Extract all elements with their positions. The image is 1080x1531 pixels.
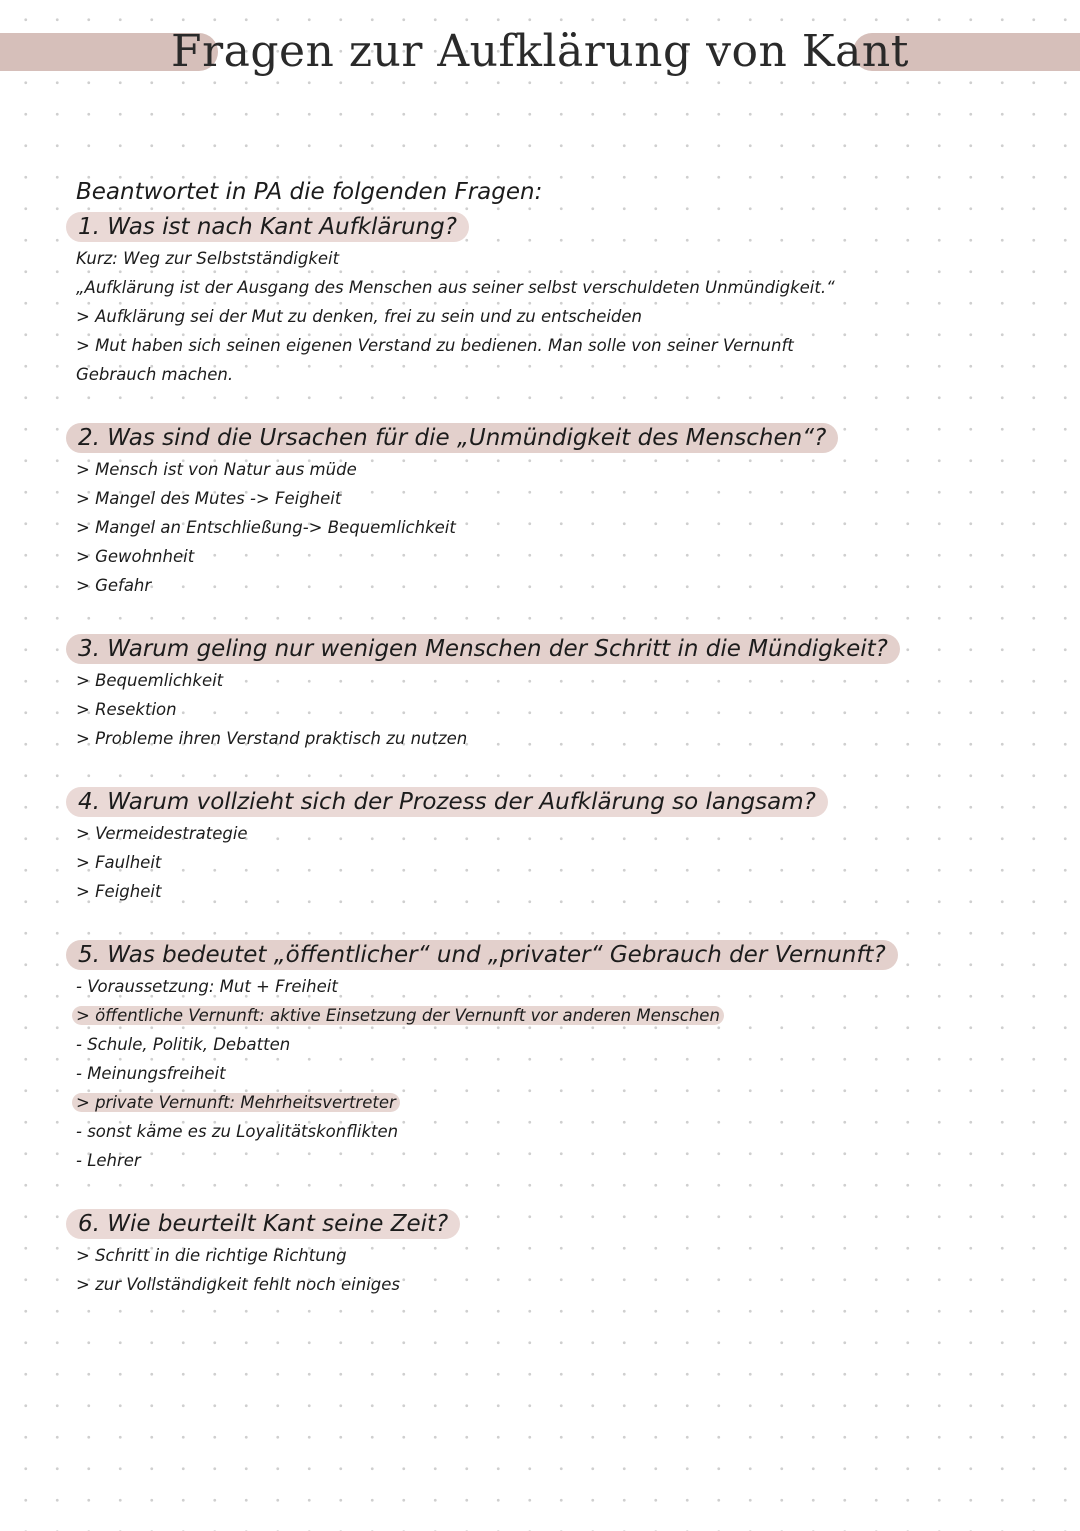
question-4: [76, 787, 1036, 906]
page-title: Fragen zur Aufklärung von Kant: [171, 26, 909, 77]
answer-line: > Faulheit: [76, 853, 162, 872]
answer-line: > Gewohnheit: [76, 547, 195, 566]
answer-line: - Schule, Politik, Debatten: [76, 1035, 291, 1054]
question-5-title: 5. Was bedeutet „öffentlicher“ und „privater“ Gebrauch der Vernunft?: [66, 940, 898, 970]
answer-line: > Aufklärung sei der Mut zu denken, frei zu sein und zu entscheiden: [76, 307, 643, 326]
question-2: [76, 423, 1036, 600]
answer-line: - Voraussetzung: Mut + Freiheit: [76, 977, 338, 996]
answer-line: Kurz: Weg zur Selbstständigkeit: [76, 249, 340, 268]
answer-line: > Resektion: [76, 700, 177, 719]
answer-line: „Aufklärung ist der Ausgang des Menschen aus seiner selbst verschuldeten Unmündigkeit.“: [76, 278, 835, 297]
answer-line: > Mangel an Entschließung-> Bequemlichkeit: [76, 518, 456, 537]
worksheet-content: [76, 176, 1036, 1333]
question-6-title: 6. Wie beurteilt Kant seine Zeit?: [66, 1209, 460, 1239]
answer-line: > Schritt in die richtige Richtung: [76, 1246, 347, 1265]
answer-line: > Feigheit: [76, 882, 162, 901]
answer-line: > zur Vollständigkeit fehlt noch einiges: [76, 1275, 401, 1294]
answer-line: - sonst käme es zu Loyalitätskonflikten: [76, 1122, 399, 1141]
answer-list-2: [76, 455, 1036, 600]
answer-list-4: [76, 819, 1036, 906]
question-6: [76, 1209, 1036, 1299]
answer-list-6: [76, 1241, 1036, 1299]
question-1-title: 1. Was ist nach Kant Aufklärung?: [66, 212, 469, 242]
answer-line: > Mangel des Mutes -> Feigheit: [76, 489, 342, 508]
answer-line: > Mut haben sich seinen eigenen Verstand zu bedienen. Man solle von seiner Vernunft Gebrauch machen.: [76, 336, 794, 384]
answer-line: > Probleme ihren Verstand praktisch zu nutzen: [76, 729, 468, 748]
answer-line: > Bequemlichkeit: [76, 671, 224, 690]
answer-line: > Vermeidestrategie: [76, 824, 248, 843]
question-1: [76, 212, 1036, 389]
question-4-title: 4. Warum vollzieht sich der Prozess der Aufklärung so langsam?: [66, 787, 828, 817]
question-2-title: 2. Was sind die Ursachen für die „Unmündigkeit des Menschen“?: [66, 423, 838, 453]
answer-line: [76, 1001, 1036, 1030]
question-5: [76, 940, 1036, 1175]
answer-line: [76, 1088, 1036, 1117]
answer-line: - Lehrer: [76, 1151, 141, 1170]
highlighted-answer: > öffentliche Vernunft: aktive Einsetzung der Vernunft vor anderen Menschen: [72, 1006, 724, 1025]
highlighted-answer: > private Vernunft: Mehrheitsvertreter: [72, 1093, 400, 1112]
instructions: Beantwortet in PA die folgenden Fragen:: [76, 179, 543, 205]
answer-line: > Gefahr: [76, 576, 152, 595]
question-3: [76, 634, 1036, 753]
question-3-title: 3. Warum geling nur wenigen Menschen der Schritt in die Mündigkeit?: [66, 634, 900, 664]
answer-list-3: [76, 666, 1036, 753]
answer-list-5: [76, 972, 1036, 1175]
answer-list-1: [76, 244, 1036, 389]
answer-line: - Meinungsfreiheit: [76, 1064, 226, 1083]
answer-line: > Mensch ist von Natur aus müde: [76, 460, 357, 479]
